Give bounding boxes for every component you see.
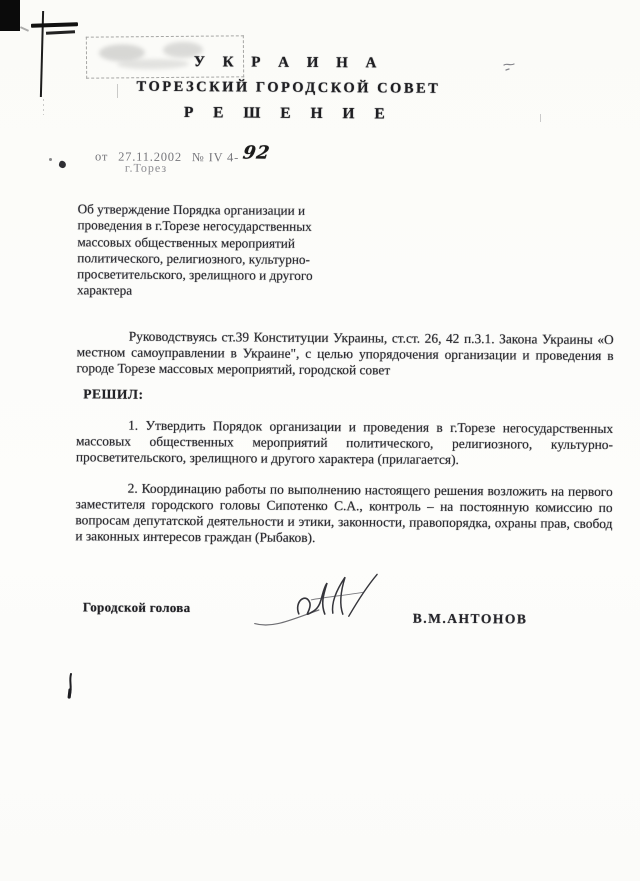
subject-line: характера [77,282,133,299]
preamble-paragraph: Руководствуясь ст.39 Конституции Украины, ст.ст. 26, 42 п.3.1. Закона Украины «О местном самоуправлении в Украине", с целью упорядочения организации и проведения в городе Торезе массовых мероприятий, городской совет [76,328,614,378]
handwritten-doc-number: 92 [241,142,272,164]
country-title: У К Р А И Н А [193,54,384,72]
place-line: г.Торез [124,160,168,175]
resolution-item-2: 2. Координацию работы по выполнению настоящего решения возложить на первого заместителя городского головы Сипотенко С.А., контроль – на постоянную комиссию по вопросам депутатской деятельности и этики, законности, правопорядка, охраны прав, свобод и законных интересов граждан (Рыбаков). [75,480,613,545]
doc-date: 27.11.2002 [118,149,182,165]
council-title: ТОРЕЗСКИЙ ГОРОДСКОЙ СОВЕТ [136,78,441,97]
subject-line: проведения в г.Торезе негосударственных [77,217,312,235]
resolution-item-1: 1. Утвердить Порядок организации и проведения в г.Торезе негосударственных массовых общественных мероприятий политического, религиозного, культурно-просветительского, зрелищного и другого характера (прилагается). [75,417,614,467]
signatory-title: Городской голова [82,599,191,616]
signatory-name: В.М.АНТОНОВ [412,610,528,627]
doc-number-label: № IV 4- [191,150,240,165]
doc-type-title: Р Е Ш Е Н И Е [183,104,393,123]
subject-line: Об утверждение Порядка организации и [77,201,306,218]
subject-line: политического, религиозного, культурно- [77,250,310,267]
subject-block [77,201,313,300]
subject-line: массовых общественных мероприятий [77,233,296,251]
date-number-line [95,144,270,166]
subject-line: просветительского, зрелищного и другого [77,266,313,284]
signature-handwriting [251,570,399,633]
date-prefix: от [94,149,109,164]
resolution-label: РЕШИЛ: [83,386,144,402]
